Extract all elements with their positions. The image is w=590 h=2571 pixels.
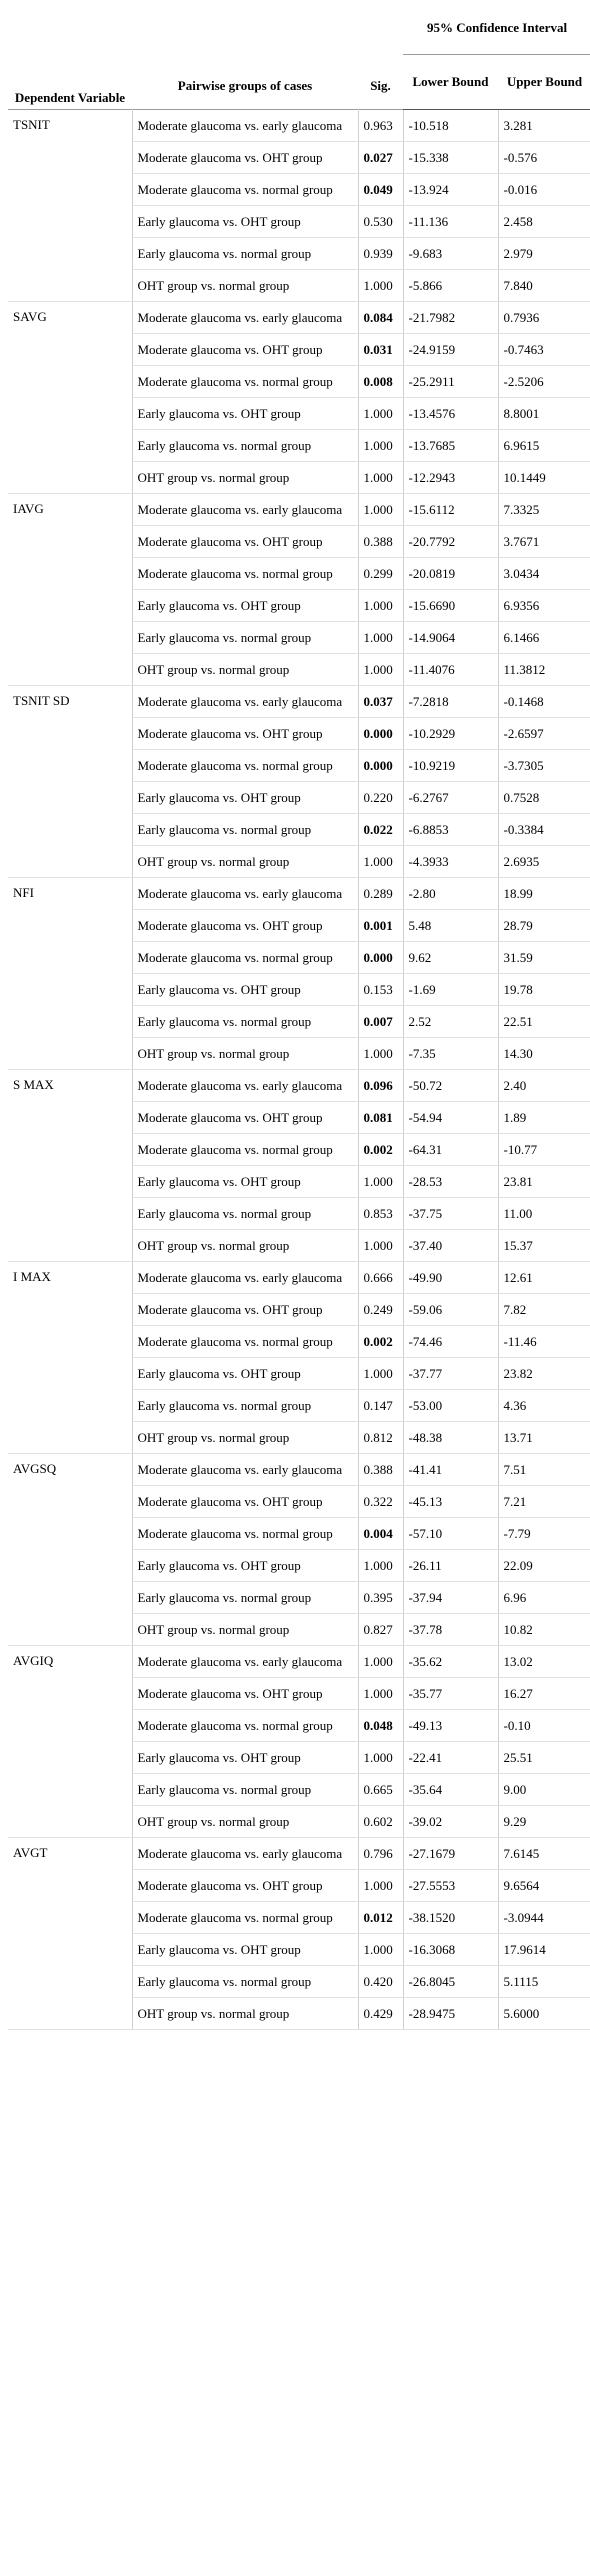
lower-bound-cell: -11.136 [403, 206, 498, 238]
upper-bound-cell: 14.30 [498, 1038, 590, 1070]
header-lower-bound: Lower Bound [403, 55, 498, 110]
upper-bound-cell: 15.37 [498, 1230, 590, 1262]
sig-cell: 0.299 [358, 558, 403, 590]
lower-bound-cell: -20.0819 [403, 558, 498, 590]
pairwise-group-cell: Early glaucoma vs. normal group [132, 1966, 358, 1998]
sig-cell: 0.008 [358, 366, 403, 398]
sig-cell: 0.081 [358, 1102, 403, 1134]
upper-bound-cell: 6.96 [498, 1582, 590, 1614]
sig-cell: 0.037 [358, 686, 403, 718]
lower-bound-cell: -4.3933 [403, 846, 498, 878]
upper-bound-cell: 2.6935 [498, 846, 590, 878]
upper-bound-cell: 13.02 [498, 1646, 590, 1678]
upper-bound-cell: 3.7671 [498, 526, 590, 558]
upper-bound-cell: 10.82 [498, 1614, 590, 1646]
upper-bound-cell: 13.71 [498, 1422, 590, 1454]
sig-cell: 1.000 [358, 1934, 403, 1966]
upper-bound-cell: 9.00 [498, 1774, 590, 1806]
sig-cell: 0.602 [358, 1806, 403, 1838]
upper-bound-cell: 7.21 [498, 1486, 590, 1518]
table-row [8, 1454, 590, 1486]
lower-bound-cell: -28.9475 [403, 1998, 498, 2030]
pairwise-group-cell: Moderate glaucoma vs. normal group [132, 750, 358, 782]
lower-bound-cell: -16.3068 [403, 1934, 498, 1966]
dependent-variable-cell: IAVG [8, 494, 132, 686]
sig-cell: 0.096 [358, 1070, 403, 1102]
pairwise-group-cell: Moderate glaucoma vs. OHT group [132, 1294, 358, 1326]
upper-bound-cell: 8.8001 [498, 398, 590, 430]
upper-bound-cell: -0.10 [498, 1710, 590, 1742]
lower-bound-cell: -10.9219 [403, 750, 498, 782]
pairwise-group-cell: Moderate glaucoma vs. normal group [132, 366, 358, 398]
lower-bound-cell: -37.94 [403, 1582, 498, 1614]
lower-bound-cell: -15.338 [403, 142, 498, 174]
upper-bound-cell: 3.281 [498, 110, 590, 142]
lower-bound-cell: -21.7982 [403, 302, 498, 334]
pairwise-group-cell: Moderate glaucoma vs. early glaucoma [132, 1838, 358, 1870]
sig-cell: 1.000 [358, 462, 403, 494]
pairwise-group-cell: Early glaucoma vs. OHT group [132, 590, 358, 622]
pairwise-group-cell: Early glaucoma vs. OHT group [132, 206, 358, 238]
sig-cell: 0.002 [358, 1134, 403, 1166]
pairwise-group-cell: Moderate glaucoma vs. OHT group [132, 910, 358, 942]
sig-cell: 0.827 [358, 1614, 403, 1646]
pairwise-group-cell: Moderate glaucoma vs. normal group [132, 1134, 358, 1166]
dependent-variable-cell: S MAX [8, 1070, 132, 1262]
pairwise-group-cell: Early glaucoma vs. OHT group [132, 782, 358, 814]
upper-bound-cell: 25.51 [498, 1742, 590, 1774]
sig-cell: 0.853 [358, 1198, 403, 1230]
header-confidence-interval: 95% Confidence Interval [403, 2, 590, 55]
lower-bound-cell: -20.7792 [403, 526, 498, 558]
sig-cell: 0.395 [358, 1582, 403, 1614]
sig-cell: 0.147 [358, 1390, 403, 1422]
header-sig: Sig. [370, 78, 391, 93]
lower-bound-cell: -24.9159 [403, 334, 498, 366]
sig-cell: 0.429 [358, 1998, 403, 2030]
upper-bound-cell: -0.1468 [498, 686, 590, 718]
pairwise-group-cell: OHT group vs. normal group [132, 1230, 358, 1262]
upper-bound-cell: 12.61 [498, 1262, 590, 1294]
pairwise-group-cell: Early glaucoma vs. normal group [132, 622, 358, 654]
pairwise-group-cell: Early glaucoma vs. OHT group [132, 1358, 358, 1390]
sig-cell: 1.000 [358, 846, 403, 878]
lower-bound-cell: -2.80 [403, 878, 498, 910]
lower-bound-cell: -11.4076 [403, 654, 498, 686]
pairwise-group-cell: Moderate glaucoma vs. OHT group [132, 1102, 358, 1134]
sig-cell: 0.031 [358, 334, 403, 366]
upper-bound-cell: 7.3325 [498, 494, 590, 526]
lower-bound-cell: -49.90 [403, 1262, 498, 1294]
lower-bound-cell: -6.2767 [403, 782, 498, 814]
upper-bound-cell: 16.27 [498, 1678, 590, 1710]
upper-bound-cell: 2.979 [498, 238, 590, 270]
sig-cell: 0.249 [358, 1294, 403, 1326]
dependent-variable-cell: NFI [8, 878, 132, 1070]
table-row [8, 1646, 590, 1678]
upper-bound-cell: -2.6597 [498, 718, 590, 750]
sig-cell: 1.000 [358, 1870, 403, 1902]
sig-cell: 0.812 [358, 1422, 403, 1454]
pairwise-group-cell: Moderate glaucoma vs. early glaucoma [132, 1454, 358, 1486]
lower-bound-cell: -7.2818 [403, 686, 498, 718]
sig-cell: 0.004 [358, 1518, 403, 1550]
lower-bound-cell: -53.00 [403, 1390, 498, 1422]
lower-bound-cell: -15.6690 [403, 590, 498, 622]
lower-bound-cell: -26.8045 [403, 1966, 498, 1998]
lower-bound-cell: -26.11 [403, 1550, 498, 1582]
pairwise-group-cell: OHT group vs. normal group [132, 462, 358, 494]
pairwise-group-cell: Moderate glaucoma vs. normal group [132, 1710, 358, 1742]
sig-cell: 1.000 [358, 1742, 403, 1774]
lower-bound-cell: -37.77 [403, 1358, 498, 1390]
upper-bound-cell: 5.6000 [498, 1998, 590, 2030]
pairwise-group-cell: Early glaucoma vs. normal group [132, 1774, 358, 1806]
lower-bound-cell: -10.518 [403, 110, 498, 142]
pairwise-group-cell: Moderate glaucoma vs. normal group [132, 1902, 358, 1934]
upper-bound-cell: 11.00 [498, 1198, 590, 1230]
upper-bound-cell: 23.81 [498, 1166, 590, 1198]
sig-cell: 0.001 [358, 910, 403, 942]
lower-bound-cell: -45.13 [403, 1486, 498, 1518]
lower-bound-cell: -38.1520 [403, 1902, 498, 1934]
lower-bound-cell: -37.40 [403, 1230, 498, 1262]
dependent-variable-cell: TSNIT SD [8, 686, 132, 878]
upper-bound-cell: 22.51 [498, 1006, 590, 1038]
upper-bound-cell: 31.59 [498, 942, 590, 974]
table-row [8, 878, 590, 910]
header-dependent-variable: Dependent Variable [14, 90, 126, 105]
upper-bound-cell: 2.40 [498, 1070, 590, 1102]
pairwise-group-cell: Moderate glaucoma vs. OHT group [132, 1870, 358, 1902]
lower-bound-cell: -22.41 [403, 1742, 498, 1774]
pairwise-group-cell: Early glaucoma vs. normal group [132, 1006, 358, 1038]
sig-cell: 0.048 [358, 1710, 403, 1742]
upper-bound-cell: 3.0434 [498, 558, 590, 590]
pairwise-group-cell: Moderate glaucoma vs. OHT group [132, 334, 358, 366]
pairwise-group-cell: Early glaucoma vs. normal group [132, 814, 358, 846]
upper-bound-cell: -0.576 [498, 142, 590, 174]
upper-bound-cell: -0.7463 [498, 334, 590, 366]
lower-bound-cell: 9.62 [403, 942, 498, 974]
pairwise-group-cell: Moderate glaucoma vs. normal group [132, 1518, 358, 1550]
lower-bound-cell: -14.9064 [403, 622, 498, 654]
pairwise-group-cell: Moderate glaucoma vs. OHT group [132, 526, 358, 558]
upper-bound-cell: 17.9614 [498, 1934, 590, 1966]
sig-cell: 1.000 [358, 1358, 403, 1390]
table-row [8, 302, 590, 334]
upper-bound-cell: 6.9615 [498, 430, 590, 462]
lower-bound-cell: -6.8853 [403, 814, 498, 846]
sig-cell: 0.796 [358, 1838, 403, 1870]
sig-cell: 0.939 [358, 238, 403, 270]
upper-bound-cell: 7.840 [498, 270, 590, 302]
sig-cell: 1.000 [358, 1038, 403, 1070]
sig-cell: 1.000 [358, 1646, 403, 1678]
lower-bound-cell: -7.35 [403, 1038, 498, 1070]
pairwise-group-cell: Moderate glaucoma vs. normal group [132, 174, 358, 206]
sig-cell: 0.530 [358, 206, 403, 238]
sig-cell: 1.000 [358, 270, 403, 302]
lower-bound-cell: 5.48 [403, 910, 498, 942]
pairwise-group-cell: Early glaucoma vs. normal group [132, 1390, 358, 1422]
upper-bound-cell: 2.458 [498, 206, 590, 238]
pairwise-group-cell: Moderate glaucoma vs. early glaucoma [132, 302, 358, 334]
lower-bound-cell: -12.2943 [403, 462, 498, 494]
lower-bound-cell: -35.62 [403, 1646, 498, 1678]
sig-cell: 0.007 [358, 1006, 403, 1038]
lower-bound-cell: -28.53 [403, 1166, 498, 1198]
lower-bound-cell: -13.924 [403, 174, 498, 206]
pairwise-group-cell: OHT group vs. normal group [132, 1614, 358, 1646]
dependent-variable-cell: TSNIT [8, 110, 132, 302]
table-row [8, 1838, 590, 1870]
table-header [8, 2, 590, 110]
pairwise-group-cell: Moderate glaucoma vs. normal group [132, 942, 358, 974]
pairwise-group-cell: OHT group vs. normal group [132, 1038, 358, 1070]
lower-bound-cell: -1.69 [403, 974, 498, 1006]
lower-bound-cell: -54.94 [403, 1102, 498, 1134]
upper-bound-cell: 0.7936 [498, 302, 590, 334]
sig-cell: 0.000 [358, 718, 403, 750]
pairwise-group-cell: Early glaucoma vs. normal group [132, 430, 358, 462]
table-row [8, 1262, 590, 1294]
lower-bound-cell: -13.4576 [403, 398, 498, 430]
upper-bound-cell: 11.3812 [498, 654, 590, 686]
sig-cell: 1.000 [358, 430, 403, 462]
sig-cell: 0.963 [358, 110, 403, 142]
lower-bound-cell: -41.41 [403, 1454, 498, 1486]
upper-bound-cell: 6.1466 [498, 622, 590, 654]
pairwise-group-cell: Early glaucoma vs. normal group [132, 1198, 358, 1230]
pairwise-group-cell: Moderate glaucoma vs. early glaucoma [132, 686, 358, 718]
lower-bound-cell: -64.31 [403, 1134, 498, 1166]
sig-cell: 0.022 [358, 814, 403, 846]
upper-bound-cell: -3.7305 [498, 750, 590, 782]
header-upper-bound: Upper Bound [498, 55, 590, 110]
upper-bound-cell: 23.82 [498, 1358, 590, 1390]
dependent-variable-cell: AVGIQ [8, 1646, 132, 1838]
lower-bound-cell: -9.683 [403, 238, 498, 270]
pairwise-group-cell: Moderate glaucoma vs. normal group [132, 1326, 358, 1358]
upper-bound-cell: 28.79 [498, 910, 590, 942]
pairwise-group-cell: Early glaucoma vs. OHT group [132, 974, 358, 1006]
lower-bound-cell: -39.02 [403, 1806, 498, 1838]
sig-cell: 0.084 [358, 302, 403, 334]
table-row [8, 494, 590, 526]
lower-bound-cell: 2.52 [403, 1006, 498, 1038]
lower-bound-cell: -13.7685 [403, 430, 498, 462]
upper-bound-cell: 7.51 [498, 1454, 590, 1486]
sig-cell: 1.000 [358, 590, 403, 622]
lower-bound-cell: -27.1679 [403, 1838, 498, 1870]
lower-bound-cell: -59.06 [403, 1294, 498, 1326]
upper-bound-cell: -11.46 [498, 1326, 590, 1358]
upper-bound-cell: 22.09 [498, 1550, 590, 1582]
lower-bound-cell: -35.77 [403, 1678, 498, 1710]
pairwise-group-cell: OHT group vs. normal group [132, 1998, 358, 2030]
table-row [8, 1070, 590, 1102]
table-row [8, 686, 590, 718]
lower-bound-cell: -10.2929 [403, 718, 498, 750]
pairwise-group-cell: Moderate glaucoma vs. normal group [132, 558, 358, 590]
upper-bound-cell: -10.77 [498, 1134, 590, 1166]
header-pairwise-groups: Pairwise groups of cases [177, 78, 313, 93]
dependent-variable-cell: AVGT [8, 1838, 132, 2030]
pairwise-group-cell: OHT group vs. normal group [132, 654, 358, 686]
lower-bound-cell: -49.13 [403, 1710, 498, 1742]
upper-bound-cell: 9.29 [498, 1806, 590, 1838]
sig-cell: 1.000 [358, 1550, 403, 1582]
table-row [8, 110, 590, 142]
sig-cell: 1.000 [358, 1678, 403, 1710]
lower-bound-cell: -15.6112 [403, 494, 498, 526]
sig-cell: 0.289 [358, 878, 403, 910]
upper-bound-cell: -0.016 [498, 174, 590, 206]
pairwise-comparison-table [8, 2, 590, 2030]
upper-bound-cell: -7.79 [498, 1518, 590, 1550]
pairwise-group-cell: Early glaucoma vs. normal group [132, 238, 358, 270]
lower-bound-cell: -50.72 [403, 1070, 498, 1102]
upper-bound-cell: -0.3384 [498, 814, 590, 846]
upper-bound-cell: 9.6564 [498, 1870, 590, 1902]
upper-bound-cell: 19.78 [498, 974, 590, 1006]
lower-bound-cell: -37.78 [403, 1614, 498, 1646]
sig-cell: 0.665 [358, 1774, 403, 1806]
upper-bound-cell: 0.7528 [498, 782, 590, 814]
sig-cell: 1.000 [358, 398, 403, 430]
sig-cell: 0.002 [358, 1326, 403, 1358]
sig-cell: 1.000 [358, 1166, 403, 1198]
dependent-variable-cell: SAVG [8, 302, 132, 494]
pairwise-group-cell: Moderate glaucoma vs. early glaucoma [132, 1262, 358, 1294]
pairwise-group-cell: OHT group vs. normal group [132, 846, 358, 878]
pairwise-group-cell: OHT group vs. normal group [132, 1806, 358, 1838]
pairwise-group-cell: OHT group vs. normal group [132, 1422, 358, 1454]
pairwise-group-cell: Moderate glaucoma vs. early glaucoma [132, 494, 358, 526]
upper-bound-cell: 18.99 [498, 878, 590, 910]
sig-cell: 0.666 [358, 1262, 403, 1294]
upper-bound-cell: 4.36 [498, 1390, 590, 1422]
upper-bound-cell: -2.5206 [498, 366, 590, 398]
pairwise-group-cell: Early glaucoma vs. OHT group [132, 398, 358, 430]
pairwise-group-cell: Moderate glaucoma vs. early glaucoma [132, 1070, 358, 1102]
lower-bound-cell: -27.5553 [403, 1870, 498, 1902]
sig-cell: 0.388 [358, 526, 403, 558]
upper-bound-cell: 7.82 [498, 1294, 590, 1326]
sig-cell: 0.420 [358, 1966, 403, 1998]
sig-cell: 1.000 [358, 654, 403, 686]
sig-cell: 0.027 [358, 142, 403, 174]
sig-cell: 1.000 [358, 494, 403, 526]
sig-cell: 1.000 [358, 622, 403, 654]
upper-bound-cell: -3.0944 [498, 1902, 590, 1934]
pairwise-group-cell: Early glaucoma vs. OHT group [132, 1550, 358, 1582]
sig-cell: 0.049 [358, 174, 403, 206]
pairwise-group-cell: OHT group vs. normal group [132, 270, 358, 302]
sig-cell: 0.012 [358, 1902, 403, 1934]
pairwise-group-cell: Moderate glaucoma vs. early glaucoma [132, 878, 358, 910]
table-body [8, 110, 590, 2030]
upper-bound-cell: 1.89 [498, 1102, 590, 1134]
pairwise-group-cell: Moderate glaucoma vs. early glaucoma [132, 110, 358, 142]
lower-bound-cell: -37.75 [403, 1198, 498, 1230]
sig-cell: 0.000 [358, 942, 403, 974]
pairwise-group-cell: Moderate glaucoma vs. OHT group [132, 1486, 358, 1518]
upper-bound-cell: 6.9356 [498, 590, 590, 622]
lower-bound-cell: -74.46 [403, 1326, 498, 1358]
sig-cell: 0.000 [358, 750, 403, 782]
dependent-variable-cell: I MAX [8, 1262, 132, 1454]
pairwise-group-cell: Early glaucoma vs. normal group [132, 1582, 358, 1614]
sig-cell: 0.220 [358, 782, 403, 814]
sig-cell: 1.000 [358, 1230, 403, 1262]
sig-cell: 0.322 [358, 1486, 403, 1518]
lower-bound-cell: -25.2911 [403, 366, 498, 398]
upper-bound-cell: 10.1449 [498, 462, 590, 494]
upper-bound-cell: 7.6145 [498, 1838, 590, 1870]
pairwise-group-cell: Early glaucoma vs. OHT group [132, 1934, 358, 1966]
lower-bound-cell: -5.866 [403, 270, 498, 302]
lower-bound-cell: -48.38 [403, 1422, 498, 1454]
pairwise-group-cell: Moderate glaucoma vs. early glaucoma [132, 1646, 358, 1678]
sig-cell: 0.153 [358, 974, 403, 1006]
lower-bound-cell: -57.10 [403, 1518, 498, 1550]
upper-bound-cell: 5.1115 [498, 1966, 590, 1998]
pairwise-group-cell: Early glaucoma vs. OHT group [132, 1742, 358, 1774]
pairwise-group-cell: Early glaucoma vs. OHT group [132, 1166, 358, 1198]
dependent-variable-cell: AVGSQ [8, 1454, 132, 1646]
pairwise-group-cell: Moderate glaucoma vs. OHT group [132, 718, 358, 750]
pairwise-group-cell: Moderate glaucoma vs. OHT group [132, 142, 358, 174]
pairwise-group-cell: Moderate glaucoma vs. OHT group [132, 1678, 358, 1710]
sig-cell: 0.388 [358, 1454, 403, 1486]
lower-bound-cell: -35.64 [403, 1774, 498, 1806]
